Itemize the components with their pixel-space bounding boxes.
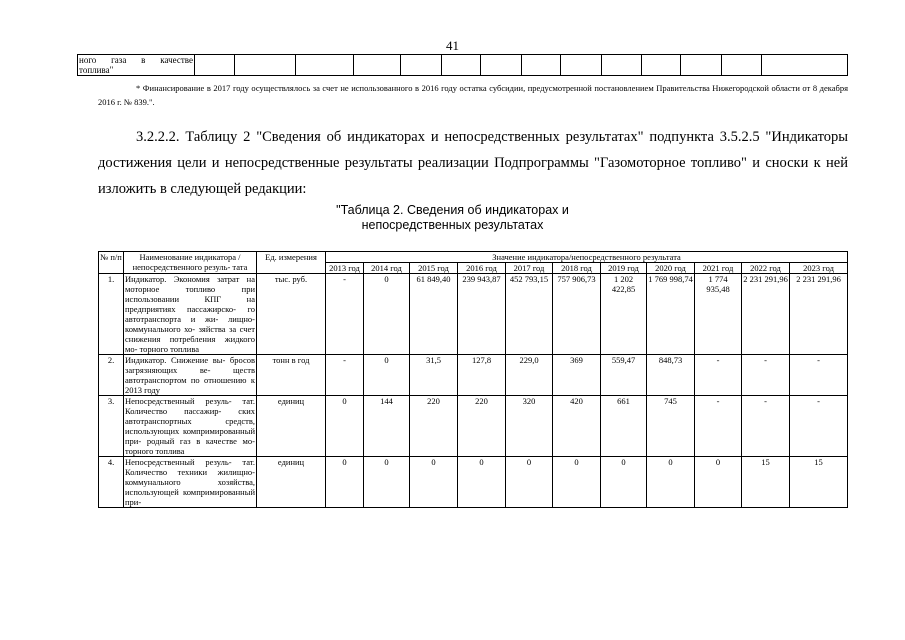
row-num: 2. [99,355,124,396]
row-value: - [742,355,790,396]
row-value: 0 [326,396,364,457]
prev-row-line: топлива" [79,65,114,75]
row-value: 239 943,87 [458,274,506,355]
row-value: 127,8 [458,355,506,396]
header-year: 2018 год [553,263,601,274]
row-value: 369 [553,355,601,396]
header-year: 2016 год [458,263,506,274]
row-num: 3. [99,396,124,457]
row-value: 144 [364,396,410,457]
row-value: 848,73 [647,355,695,396]
row-value: 452 793,15 [506,274,553,355]
row-value: 420 [553,396,601,457]
row-value: 0 [326,457,364,508]
row-value: - [790,396,848,457]
body-paragraph: 3.2.2.2. Таблицу 2 "Сведения об индикаторах и непосредственных результатах" подпункта 3.5.2.5 "Индикаторы достижения цели и непосредственные результаты реализации Подпрограммы "Газомоторное топливо" и сноски к ней изложить в следующей редакции: [98,129,848,197]
table-row [99,457,848,508]
row-name: Непосредственный резуль- тат. Количество пассажир- ских автотранспортных средств, использующих компримированный при- родный газ в качестве мо- торного топлива [125,396,255,456]
row-unit: единиц [257,457,326,508]
row-value: - [326,355,364,396]
table-row [99,274,848,355]
row-name: Индикатор. Экономия затрат на моторное топливо при использовании КПГ на предприятиях пассажирско- го автотранспорта и жи- лищно- коммунального хо- зяйства за счет снижения потребления жидкого мо- торного топлива [125,274,255,354]
row-value: 0 [553,457,601,508]
row-name: Непосредственный резуль- тат. Количество техники жилищно- коммунального хозяйства, использующей компримированный при- [125,457,255,507]
row-value: 0 [695,457,742,508]
row-value: - [695,355,742,396]
row-value: 0 [601,457,647,508]
row-num: 4. [99,457,124,508]
row-value: 0 [458,457,506,508]
header-value-group: Значение индикатора/непосредственного результата [326,252,848,263]
row-value: 31,5 [410,355,458,396]
row-value: 15 [742,457,790,508]
table-row [99,396,848,457]
header-year: 2015 год [410,263,458,274]
row-unit: тыс. руб. [257,274,326,355]
table-title-line: непосредственных результатах [361,218,544,232]
row-value: 757 906,73 [553,274,601,355]
table-row [99,355,848,396]
row-value: 661 [601,396,647,457]
row-value: 15 [790,457,848,508]
row-value: 2 231 291,96 [742,274,790,355]
table-header-row [99,252,848,263]
row-unit: тонн в год [257,355,326,396]
row-value: 0 [410,457,458,508]
header-year: 2013 год [326,263,364,274]
row-value: 229,0 [506,355,553,396]
row-value: 220 [410,396,458,457]
row-unit: единиц [257,396,326,457]
header-year: 2019 год [601,263,647,274]
row-value: 1 769 998,74 [647,274,695,355]
row-value: - [326,274,364,355]
row-value: 320 [506,396,553,457]
table-title-line: "Таблица 2. Сведения об индикаторах и [336,203,569,217]
header-year: 2017 год [506,263,553,274]
prev-row-label [78,55,195,76]
row-value: 2 231 291,96 [790,274,848,355]
row-value: 0 [364,274,410,355]
row-value: 0 [506,457,553,508]
indicators-table [98,251,848,508]
header-year: 2021 год [695,263,742,274]
header-name: Наименование индикатора / непосредственного резуль- тата [124,252,257,274]
row-value: 0 [364,355,410,396]
header-year: 2022 год [742,263,790,274]
header-num: № п/п [99,252,124,274]
row-value: 0 [647,457,695,508]
header-year: 2023 год [790,263,848,274]
row-value: 559,47 [601,355,647,396]
page-number: 41 [446,38,459,53]
row-value: 220 [458,396,506,457]
row-name: Индикатор. Снижение вы- бросов загрязняющих ве- ществ автотранспортом по отношению к 2013 году [125,355,255,395]
row-value: - [742,396,790,457]
prev-row-line: ного газа в качестве [79,55,193,65]
footnote: * Финансирование в 2017 году осуществлялось за счет не использованного в 2016 году остатка субсидии, предусмотренной постановлением Правительства Нижегородской области от 8 декабря 2016 г. № 839.". [98,83,848,107]
row-value: - [790,355,848,396]
row-value: 1 202 422,85 [601,274,647,355]
row-value: 745 [647,396,695,457]
previous-table-continuation [77,54,848,76]
header-unit: Ед. измерения [257,252,326,274]
table-title [0,203,905,233]
row-value: 61 849,40 [410,274,458,355]
header-year: 2014 год [364,263,410,274]
row-num: 1. [99,274,124,355]
table-row [78,55,848,76]
header-year: 2020 год [647,263,695,274]
row-value: 1 774 935,48 [695,274,742,355]
row-value: 0 [364,457,410,508]
row-value: - [695,396,742,457]
